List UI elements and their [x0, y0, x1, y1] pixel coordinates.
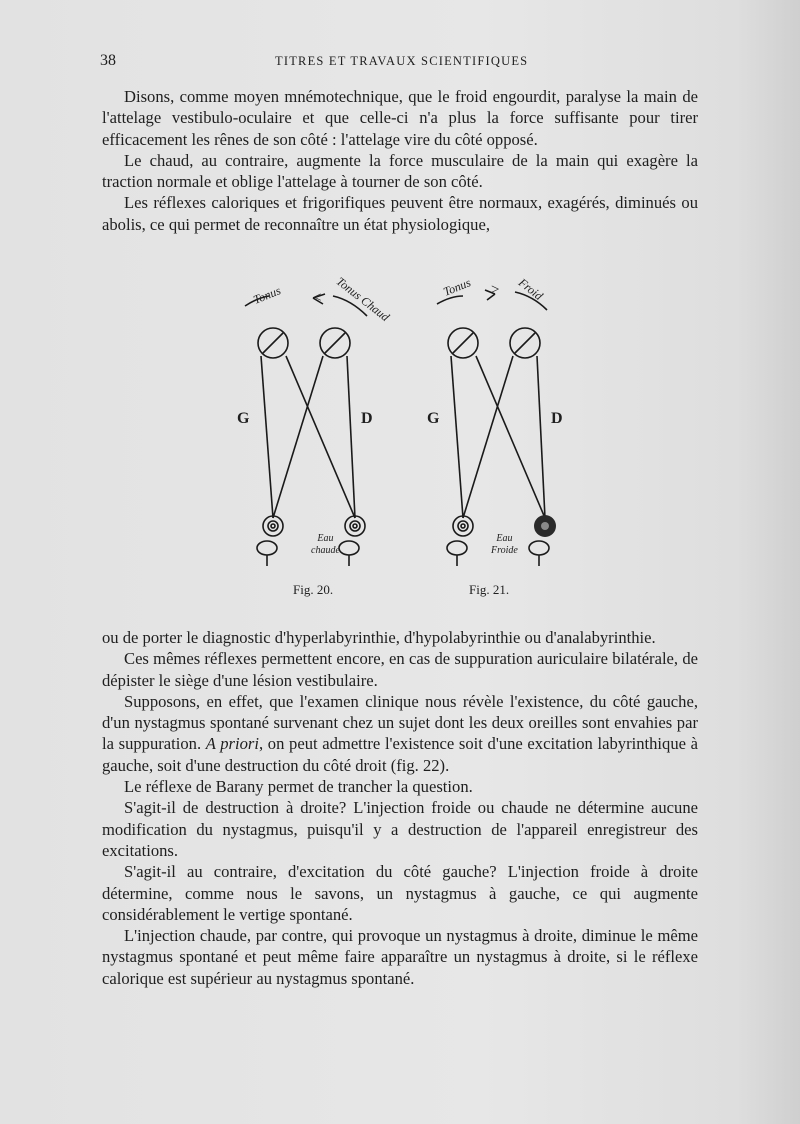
paragraph: Ces mêmes réflexes permettent encore, en cas de suppuration auriculaire bilatérale, de dépister le siège d'une lésion vestibulaire. [102, 649, 698, 690]
body-text-bottom [102, 627, 698, 989]
fig21-left-ear [453, 516, 473, 536]
vestibular-diagram [215, 268, 585, 613]
fig20-right-ear [345, 516, 365, 536]
paragraph: Disons, comme moyen mnémotechnique, que le froid engourdit, paralyse la main de l'attelage vestibulo-oculaire et que celle-ci n'a plus la force suffisante pour tirer efficacement les rênes de son côté : l'attelage vire du côté opposé. [102, 87, 698, 149]
fig20-right-label: D [361, 410, 373, 427]
paragraph: Supposons, en effet, que l'examen clinique nous révèle l'existence, du côté gauche, d'un nystagmus spontané survenant chez un sujet dont les deux oreilles sont envahies par la suppuration. A priori, on peut admettre l'existence soit d'une excitation labyrinthique à gauche, soit d'une destruction du côté droit (fig. 22). [102, 691, 698, 775]
page-number: 38 [100, 52, 116, 69]
fig21-caption: Fig. 21. [469, 582, 510, 597]
fig20-arrow-symbol: < [313, 290, 322, 306]
fig21-diagram [437, 290, 549, 566]
fig20-caption: Fig. 20. [293, 582, 334, 597]
fig20-water-label: Eau chaude [311, 533, 340, 556]
fig20-tonus-label: Tonus [251, 283, 283, 307]
paragraph: S'agit-il de destruction à droite? L'injection froide ou chaude ne détermine aucune modification du nystagmus, puisqu'il y a destruction de l'appareil enregistreur des excitations. [102, 798, 698, 860]
body-text-top [102, 86, 698, 235]
fig21-froid-label: Froid [515, 275, 546, 303]
fig20-left-label: G [237, 410, 250, 427]
paragraph: Les réflexes caloriques et frigorifiques peuvent être normaux, exagérés, diminués ou abolis, ce qui permet de reconnaître un état physiologique, [102, 193, 698, 234]
page-header [100, 52, 700, 72]
paragraph: Le chaud, au contraire, augmente la force musculaire de la main qui exagère la traction normale et oblige l'attelage à tourner de son côté. [102, 150, 698, 192]
paragraph: Le réflexe de Barany permet de trancher la question. [124, 777, 473, 797]
paragraph: S'agit-il au contraire, d'excitation du côté gauche? L'injection froide à droite détermine, comme nous le savons, un nystagmus à gauche, ce qui augmente considérablement le vertige spontané. [102, 862, 698, 924]
italic-a-priori: A priori [205, 734, 259, 754]
fig20-tonus-chaud-label: Tonus Chaud [333, 274, 393, 325]
fig21-tonus-label: Tonus [441, 275, 473, 299]
fig20-diagram [245, 294, 367, 566]
fig21-left-label: G [427, 410, 440, 427]
fig20-left-ear [263, 516, 283, 536]
fig21-arrow-symbol: > [491, 282, 500, 298]
running-title: TITRES ET TRAVAUX SCIENTIFIQUES [275, 54, 529, 68]
figures-20-21 [215, 268, 585, 613]
fig21-right-label: D [551, 410, 563, 427]
paragraph: L'injection chaude, par contre, qui provoque un nystagmus à droite, diminue le même nystagmus spontané et peut même faire apparaître un nystagmus à droite, si le réflexe calorique est supérieur au nystagmus spontané. [102, 926, 698, 988]
paragraph-continuation: ou de porter le diagnostic d'hyperlabyrinthie, d'hypolabyrinthie ou d'analabyrinthie. [102, 628, 656, 647]
fig21-water-label: Eau Froide [491, 533, 518, 556]
